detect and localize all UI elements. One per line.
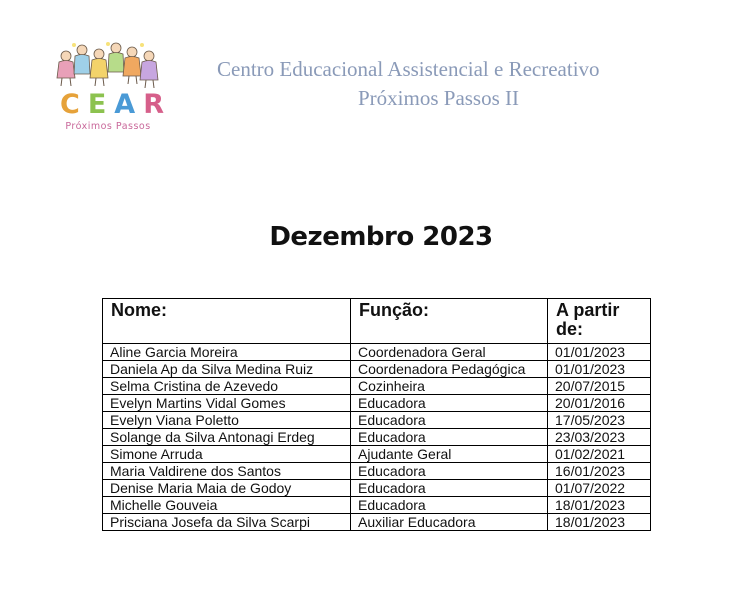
cell-name: Aline Garcia Moreira	[103, 344, 351, 361]
table-row	[103, 412, 651, 429]
cell-role: Auxiliar Educadora	[351, 514, 548, 531]
cell-name: Selma Cristina de Azevedo	[103, 378, 351, 395]
table-row	[103, 480, 651, 497]
column-header-role: Função:	[351, 299, 548, 344]
cell-role: Educadora	[351, 395, 548, 412]
table-row	[103, 497, 651, 514]
cell-start-date: 01/01/2023	[548, 361, 651, 378]
table-row	[103, 463, 651, 480]
cell-name: Prisciana Josefa da Silva Scarpi	[103, 514, 351, 531]
table-row	[103, 395, 651, 412]
table-row	[103, 378, 651, 395]
cell-name: Evelyn Martins Vidal Gomes	[103, 395, 351, 412]
cell-name: Simone Arruda	[103, 446, 351, 463]
cell-role: Ajudante Geral	[351, 446, 548, 463]
cell-name: Denise Maria Maia de Godoy	[103, 480, 351, 497]
cell-name: Evelyn Viana Poletto	[103, 412, 351, 429]
cell-start-date: 20/07/2015	[548, 378, 651, 395]
cear-logo	[52, 40, 172, 136]
cell-start-date: 20/01/2016	[548, 395, 651, 412]
table-row	[103, 429, 651, 446]
cell-role: Coordenadora Geral	[351, 344, 548, 361]
table-row	[103, 361, 651, 378]
page-title: Dezembro 2023	[269, 222, 493, 252]
cell-name: Solange da Silva Antonagi Erdeg	[103, 429, 351, 446]
cell-name: Michelle Gouveia	[103, 497, 351, 514]
table-row	[103, 514, 651, 531]
organization-name: Centro Educacional Assistencial e Recreativo	[217, 57, 600, 81]
children-illustration-icon	[52, 40, 164, 92]
cell-role: Educadora	[351, 497, 548, 514]
staff-table	[102, 298, 651, 531]
cell-role: Cozinheira	[351, 378, 548, 395]
cell-role: Educadora	[351, 463, 548, 480]
cell-name: Daniela Ap da Silva Medina Ruiz	[103, 361, 351, 378]
cell-role: Educadora	[351, 429, 548, 446]
cell-start-date: 23/03/2023	[548, 429, 651, 446]
table-header-row	[103, 299, 651, 344]
cell-start-date: 18/01/2023	[548, 497, 651, 514]
cell-start-date: 17/05/2023	[548, 412, 651, 429]
cell-role: Educadora	[351, 480, 548, 497]
logo-subtitle: Próximos Passos	[65, 121, 151, 132]
table-row	[103, 344, 651, 361]
column-header-name: Nome:	[103, 299, 351, 344]
cell-start-date: 01/01/2023	[548, 344, 651, 361]
cell-start-date: 01/07/2022	[548, 480, 651, 497]
cell-start-date: 18/01/2023	[548, 514, 651, 531]
staff-table-body	[103, 344, 651, 531]
table-row	[103, 446, 651, 463]
logo-wordmark: CEAR	[60, 89, 172, 120]
organization-unit: Próximos Passos II	[358, 86, 520, 110]
column-header-start-date: A partir de:	[548, 299, 651, 344]
cell-role: Educadora	[351, 412, 548, 429]
cell-name: Maria Valdirene dos Santos	[103, 463, 351, 480]
cell-start-date: 01/02/2021	[548, 446, 651, 463]
cell-role: Coordenadora Pedagógica	[351, 361, 548, 378]
cell-start-date: 16/01/2023	[548, 463, 651, 480]
